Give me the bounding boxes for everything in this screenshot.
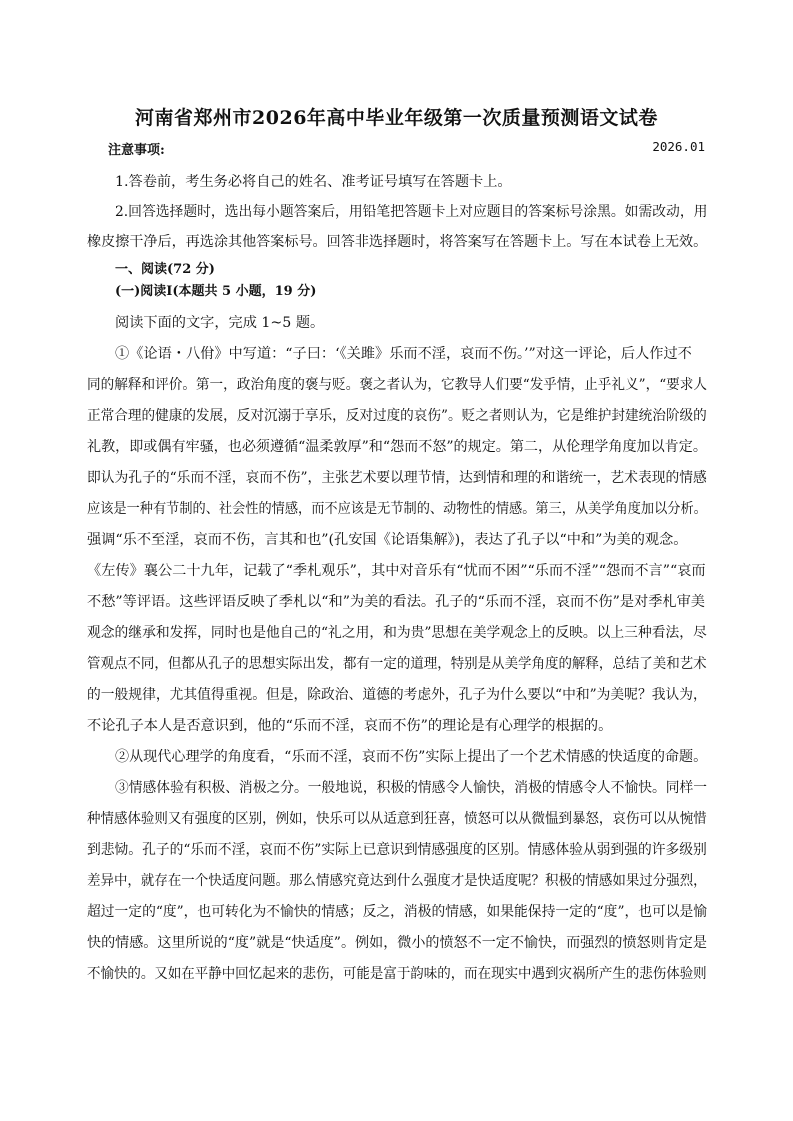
para1-line: 正常合理的健康的发展，反对沉溺于享乐，反对过度的哀伤”。贬之者则认为，它是维护封建统治阶级的 <box>87 408 707 424</box>
para3-line: 差异中，就存在一个快适度问题。那么情感究竟达到什么强度才是快适度呢？积极的情感如果过分强烈， <box>87 873 707 889</box>
notice-label: 注意事项: <box>108 143 165 158</box>
para1-line: 强调“乐不至淫，哀而不伤，言其和也”(孔安国《论语集解》)，表达了孔子以“中和”为美的观念。 <box>87 532 688 548</box>
para3-line: 种情感体验则又有强度的区别，例如，快乐可以从适意到狂喜，愤怒可以从微愠到暴怒，哀伤可以从惋惜 <box>87 811 707 827</box>
para1-line: 应该是一种有节制的、社会性的情感，而不应该是无节制的、动物性的情感。第三，从美学角度加以分析。 <box>87 501 707 517</box>
para1-line: 管观点不同，但都从孔子的思想实际出发，都有一定的道理，特别是从美学角度的解释，总结了美和艺术 <box>87 656 707 672</box>
notice-item-1: 1.答卷前，考生务必将自己的姓名、准考证号填写在答题卡上。 <box>115 174 512 190</box>
para3-line: 超过一定的“度”，也可转化为不愉快的情感；反之，消极的情感，如果能保持一定的“度”，也可以是愉 <box>87 904 707 920</box>
para1-line: 即认为孔子的“乐而不淫，哀而不伤”，主张艺术要以理节情，达到情和理的和谐统一，艺术表现的情感 <box>87 470 707 486</box>
para1-line: 《左传》襄公二十九年，记载了“季札观乐”，其中对音乐有“忧而不困”“乐而不淫”“怨而不言”“哀而 <box>87 563 706 579</box>
section-heading: 一、阅读(72 分) <box>115 262 215 277</box>
para1-line: 同的解释和评价。第一，政治角度的褒与贬。褒之者认为，它教导人们要“发乎情，止乎礼义”，“要求人 <box>87 377 707 393</box>
para1-line: 观念的继承和发挥，同时也是他自己的“礼之用，和为贵”思想在美学观念上的反映。以上三种看法，尽 <box>87 625 707 641</box>
para1-line: ①《论语・八佾》中写道：“子曰：‘《关雎》乐而不淫，哀而不伤。’”对这一评论，后人作过不 <box>115 346 692 362</box>
notice-item-2: 2.回答选择题时，选出每小题答案后，用铅笔把答题卡上对应题目的答案标号涂黑。如需改动，用 <box>115 204 707 220</box>
para1-line: 的一般规律，尤其值得重视。但是，除政治、道德的考虑外，孔子为什么要以“中和”为美呢？我认为， <box>87 687 707 703</box>
para3-line: 快的情感。这里所说的“度”就是“快适度”。例如，微小的愤怒不一定不愉快，而强烈的愤怒则肯定是 <box>87 935 707 951</box>
reading-instruction: 阅读下面的文字，完成 1~5 题。 <box>115 315 325 331</box>
exam-date: 2026.01 <box>652 139 705 154</box>
para3-line: ③情感体验有积极、消极之分。一般地说，积极的情感令人愉快，消极的情感令人不愉快。同样一 <box>115 780 707 796</box>
notice-item-2-cont: 橡皮擦干净后，再选涂其他答案标号。回答非选择题时，将答案写在答题卡上。写在本试卷上无效。 <box>87 234 707 250</box>
para2-line: ②从现代心理学的角度看，“乐而不淫，哀而不伤”实际上提出了一个艺术情感的快适度的命题。 <box>115 749 707 765</box>
para1-line: 不论孔子本人是否意识到，他的“乐而不淫，哀而不伤”的理论是有心理学的根据的。 <box>87 718 613 734</box>
para1-line: 礼教，即或偶有牢骚，也必须遵循“温柔敦厚”和“怨而不怒”的规定。第二，从伦理学角度加以肯定。 <box>87 439 707 455</box>
subsection-heading: (一)阅读Ⅰ(本题共 5 小题，19 分) <box>115 284 317 299</box>
para3-line: 不愉快的。又如在平静中回忆起来的悲伤，可能是富于韵味的，而在现实中遇到灾祸所产生的悲伤体验则 <box>87 966 707 982</box>
exam-title: 河南省郑州市2026年高中毕业年级第一次质量预测语文试卷 <box>135 107 658 129</box>
notice-row <box>108 139 705 157</box>
para3-line: 到悲恸。孔子的“乐而不淫，哀而不伤”实际上已意识到情感强度的区别。情感体验从弱到强的许多级别 <box>87 842 707 858</box>
para1-line: 不愁”等评语。这些评语反映了季札以“和”为美的看法。孔子的“乐而不淫，哀而不伤”是对季札审美 <box>87 594 705 610</box>
